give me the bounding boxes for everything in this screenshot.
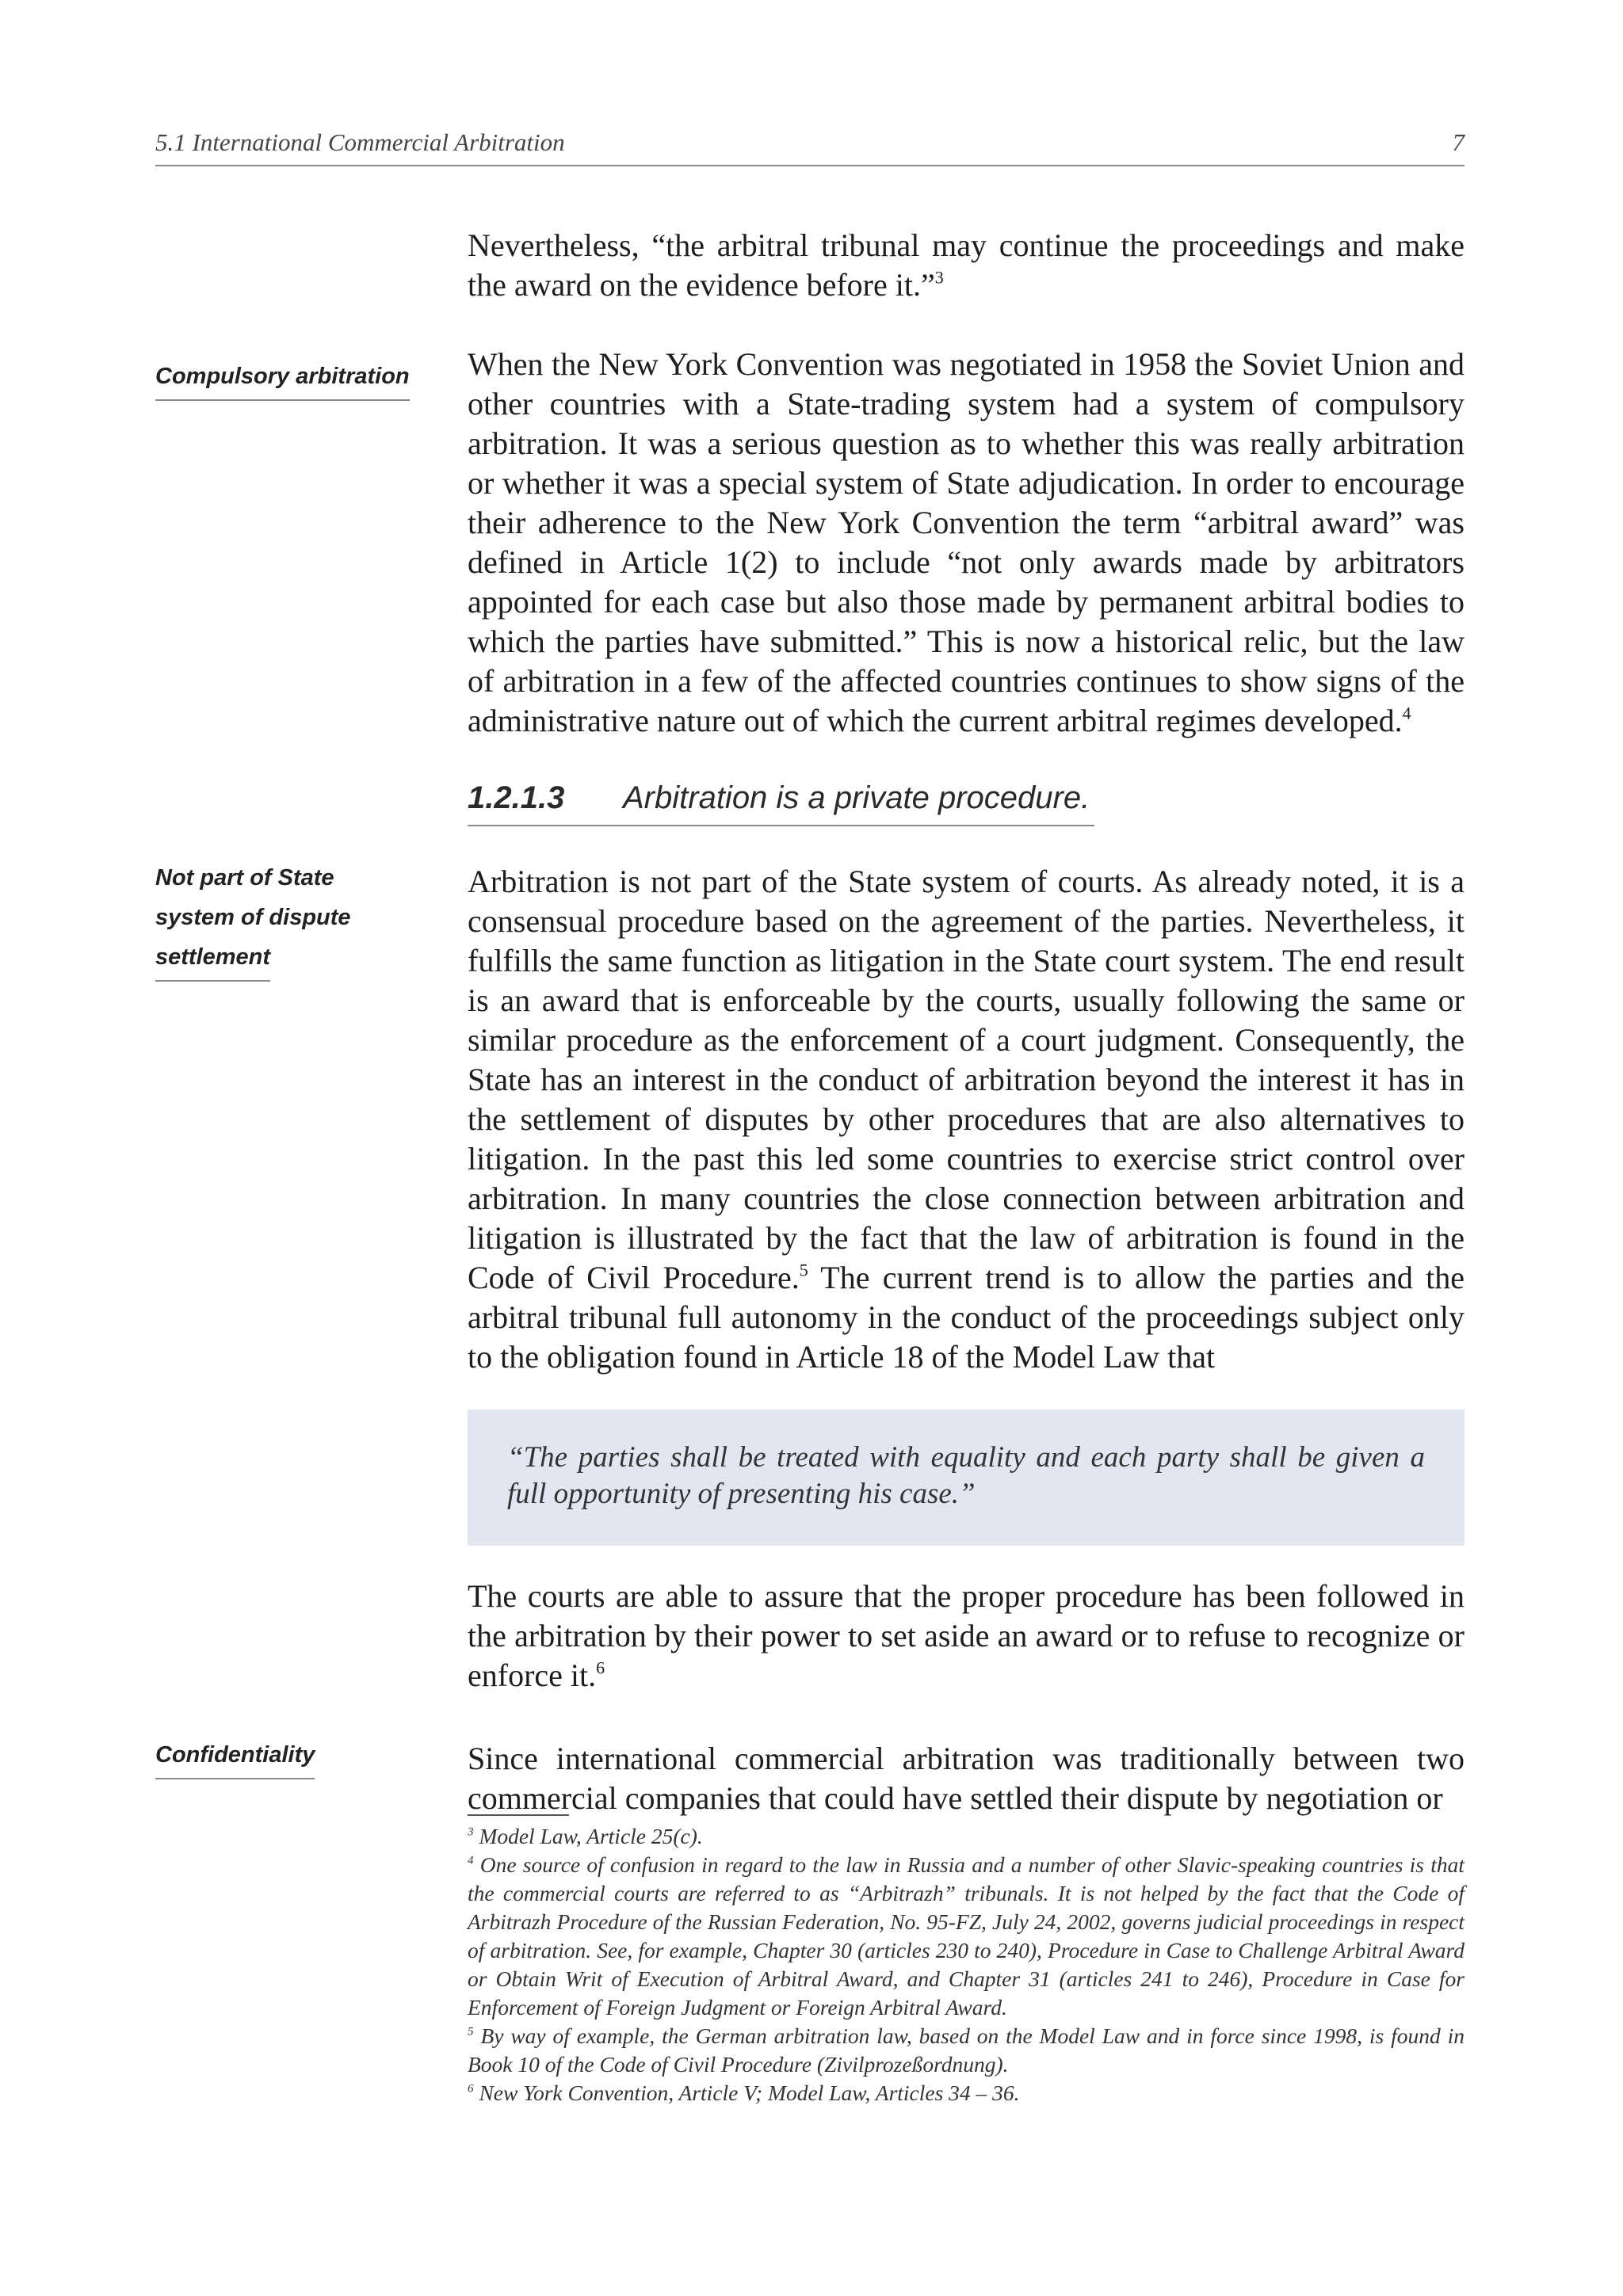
footnote-5-text: By way of example, the German arbitration law, based on the Model Law and in force since 1998, is found in Book 10 of the Code of Civil Procedure (Zivilprozeßordnung). [468,2023,1465,2077]
footnote-ref-5[interactable]: 5 [799,1260,808,1280]
footnote-ref-6[interactable]: 6 [596,1657,605,1678]
footnote-4-number: 4 [468,1854,474,1867]
margin-note-compulsory-text: Compulsory arbitration [155,364,410,389]
footnote-3-number: 3 [468,1825,474,1839]
footnote-separator [468,1814,569,1816]
margin-note-rule [155,1778,315,1779]
footnote-6-text: New York Convention, Article V; Model Law, Articles 34 – 36. [473,2081,1020,2105]
footnote-3-text: Model Law, Article 25(c). [473,1824,703,1848]
paragraph-3-text-b: The current trend is to allow the parties and the arbitral tribunal full autonomy in the conduct of the proceedings subject only to the obligation found in Article 18 of the Model Law that [468,1260,1465,1375]
paragraph-5 [468,1739,1465,1818]
footnotes [468,1822,1465,2107]
section-title: Arbitration is a private procedure. [623,780,1090,815]
paragraph-1 [468,226,1465,305]
footnote-ref-3[interactable]: 3 [934,267,944,288]
running-header [155,125,1465,166]
paragraph-2 [468,345,1465,741]
quote-text: “The parties shall be treated with equality and each party shall be given a full opportunity of presenting his case.” [507,1441,1425,1510]
paragraph-4 [468,1577,1465,1695]
footnote-ref-4[interactable]: 4 [1402,703,1411,723]
margin-note-not-part-line-1: Not part of State [155,865,334,891]
paragraph-5-text: Since international commercial arbitration was traditionally between two commercial companies that could have settled their dispute by negotiation or [468,1741,1465,1816]
footnote-6 [468,2079,1465,2107]
margin-note-compulsory-arbitration [155,357,410,401]
margin-note-rule [155,399,410,401]
footnote-4 [468,1851,1465,2022]
margin-note-not-part-line-2: system of dispute [155,905,351,930]
section-heading [468,780,1094,826]
margin-note-rule [155,980,270,982]
paragraph-3 [468,862,1465,1377]
margin-note-not-part-line-3-text: settlement [155,944,271,970]
footnote-5 [468,2022,1465,2079]
paragraph-1-text: Nevertheless, “the arbitral tribunal may continue the proceedings and make the award on the evidence before it.” [468,227,1465,303]
paragraph-4-text: The courts are able to assure that the proper procedure has been followed in the arbitration by their power to set aside an award or to refuse to recognize or enforce it. [468,1578,1465,1693]
footnote-6-number: 6 [468,2082,474,2096]
paragraph-3-text-a: Arbitration is not part of the State system of courts. As already noted, it is a consensual procedure based on the agreement of the parties. Nevertheless, it fulfills the same function as litigation in the State court system. The end result is an award that is enforceable by the courts, usually following the same or similar procedure as the enforcement of a court judgment. Consequently, the State has an interest in the conduct of arbitration beyond the interest it has in the settlement of disputes by other procedures that are also alternatives to litigation. In the past this led some countries to exercise strict control over arbitration. In many countries the close connection between arbitration and litigation is illustrated by the fact that the law of arbitration is found in the Code of Civil Procedure. [468,864,1465,1295]
paragraph-2-text: When the New York Convention was negotiated in 1958 the Soviet Union and other countries with a State-trading system had a system of compulsory arbitration. It was a serious question as to whether this was really arbitration or whether it was a special system of State adjudication. In order to encourage their adherence to the New York Convention the term “arbitral award” was defined in Article 1(2) to include “not only awards made by arbitrators appointed for each case but also those made by permanent arbitral bodies to which the parties have submitted.” This is now a historical relic, but the law of arbitration in a few of the affected countries continues to show signs of the administrative nature out of which the current arbitral regimes developed. [468,346,1465,738]
header-section-title: 5.1 International Commercial Arbitration [155,128,565,156]
footnote-3 [468,1822,1465,1851]
footnote-5-number: 5 [468,2025,474,2039]
margin-note-confidentiality-text: Confidentiality [155,1742,315,1768]
section-number: 1.2.1.3 [468,780,565,815]
margin-note-not-part-line-3 [155,937,270,982]
margin-note-confidentiality [155,1735,315,1779]
footnote-4-text: One source of confusion in regard to the law in Russia and a number of other Slavic-speaking countries is that the commercial courts are referred to as “Arbitrazh” tribunals. It is not helped by the fact that the Code of Arbitrazh Procedure of the Russian Federation, No. 95-FZ, July 24, 2002, governs judicial proceedings in respect of arbitration. See, for example, Chapter 30 (articles 230 to 240), Procedure in Case to Challenge Arbitral Award or Obtain Writ of Execution of Arbitral Award, and Chapter 31 (articles 241 to 246), Procedure in Case for Enforcement of Foreign Judgment or Foreign Arbitral Award. [468,1852,1465,2019]
margin-note-not-part-of-state [155,858,351,982]
model-law-quote [468,1409,1465,1546]
page-number: 7 [1452,128,1465,156]
